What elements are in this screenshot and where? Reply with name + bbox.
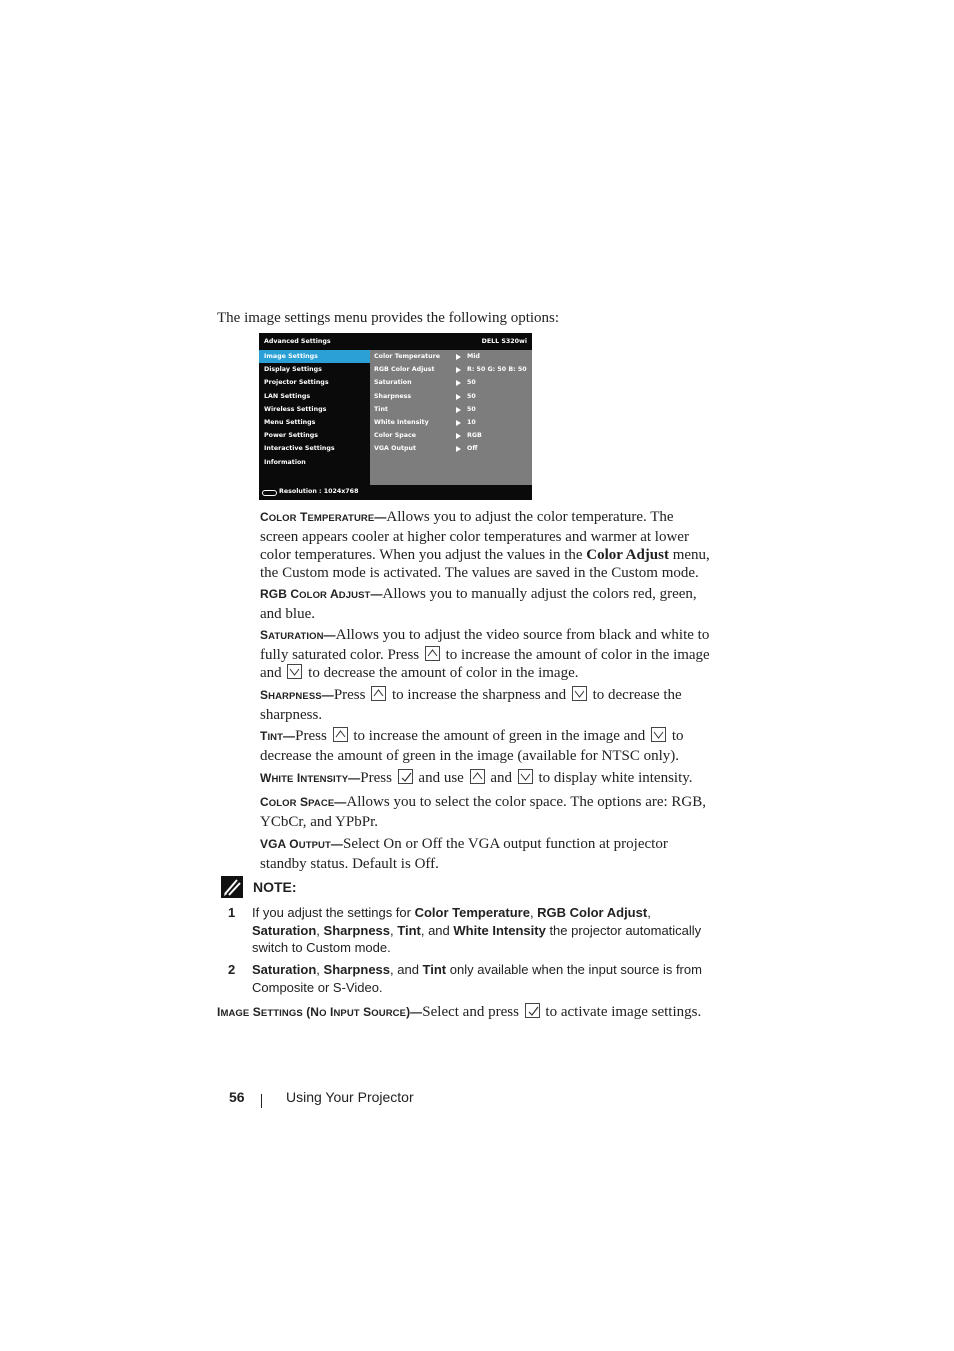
image-settings-no-input-paragraph: IMAGE SETTINGS (NO INPUT SOURCE)—Select and press to activate image settings. [217,1004,702,1020]
osd-row-value: 50 [467,392,476,400]
osd-row-name: Color Temperature [374,353,441,360]
term-white-intensity: WHITE INTENSITY— [260,771,361,785]
resolution-icon [262,490,277,496]
osd-row [370,376,532,389]
osd-row-value: RGB [467,432,482,440]
color-temperature-paragraph: COLOR TEMPERATURE—Allows you to adjust the color temperature. The screen appears cooler at higher color temperatures and warmer at lower color temperatures. When you adjust the values in the Color Adjust menu, the Custom mode is activated. The values are saved in the Custom mode. [260,509,710,581]
osd-item-lan-settings: LAN Settings [264,392,311,400]
osd-item-power-settings: Power Settings [264,432,319,440]
tint-paragraph: TINT—Press to increase the amount of green in the image and to decrease the amount of green in the image (available for NTSC only). [260,728,684,764]
osd-row-name: Sharpness [374,392,412,400]
term-image-settings-no-input: IMAGE SETTINGS (NO INPUT SOURCE)— [217,1005,423,1019]
osd-row-value: Mid [467,353,480,360]
enter-key-icon [525,1003,540,1018]
osd-right-panel [370,350,532,485]
osd-row-name: VGA Output [374,445,416,453]
osd-row [370,429,532,442]
osd-row-value: Off [467,445,478,453]
arrow-right-icon [456,407,461,413]
osd-footer [259,485,532,500]
osd-row-value: 50 [467,405,476,413]
arrow-right-icon [456,367,461,373]
osd-row-name: Tint [374,405,388,413]
enter-key-icon [398,769,413,784]
osd-item-interactive-settings: Interactive Settings [264,445,335,453]
down-key-icon [572,686,587,701]
osd-row-value: 10 [467,418,476,426]
osd-title: Advanced Settings [264,338,331,345]
osd-row [370,403,532,416]
arrow-right-icon [456,380,461,386]
note-number: 2 [228,962,236,977]
sharpness-paragraph: SHARPNESS—Press to increase the sharpness and to decrease the sharpness. [260,687,682,723]
up-key-icon [333,727,348,742]
osd-row-name: Color Space [374,432,417,440]
intro-text: The image settings menu provides the following options: [217,310,560,326]
term-tint: TINT— [260,729,296,743]
saturation-paragraph: SATURATION—Allows you to adjust the video source from black and white to fully saturated color. Press to increase the amount of color in the image and to decrease the amount of color in the image. [260,627,710,681]
term-vga-output: VGA OUTPUT— [260,837,344,851]
osd-menu-image [259,333,532,500]
color-space-paragraph: COLOR SPACE—Allows you to select the color space. The options are: RGB, YCbCr, and YPbPr. [260,794,707,830]
osd-row-name: RGB Color Adjust [374,366,435,374]
note-pencil-icon [221,876,243,903]
arrow-right-icon [456,354,461,360]
osd-row [370,442,532,455]
section-title: Using Your Projector [286,1089,414,1105]
osd-row-name: White Intensity [374,418,429,426]
page-number: 56 [229,1089,245,1105]
term-color-temperature: COLOR TEMPERATURE— [260,510,387,524]
up-key-icon [470,769,485,784]
term-sharpness: SHARPNESS— [260,688,334,702]
arrow-right-icon [456,420,461,426]
up-key-icon [425,646,440,661]
osd-item-display-settings: Display Settings [264,366,322,374]
osd-model: DELL S320wi [481,338,527,345]
rgb-color-adjust-paragraph: RGB COLOR ADJUST—Allows you to manually adjust the colors red, green, and blue. [260,586,697,622]
down-key-icon [518,769,533,784]
term-rgb-color-adjust: RGB COLOR ADJUST— [260,587,383,601]
osd-left-menu [259,350,370,485]
note-text: Saturation, Sharpness, and Tint only available when the input source is from Composite or S-Video. [252,962,702,995]
note-number: 1 [228,905,236,920]
vga-output-paragraph: VGA OUTPUT—Select On or Off the VGA output function at projector standby status. Default is Off. [260,836,668,872]
osd-row-value: 50 [467,379,476,387]
arrow-right-icon [456,433,461,439]
note-label: NOTE: [253,879,297,895]
osd-item-wireless-settings: Wireless Settings [264,405,327,413]
down-key-icon [287,664,302,679]
osd-resolution: Resolution : 1024x768 [279,488,359,495]
arrow-right-icon [456,446,461,452]
up-key-icon [371,686,386,701]
footer-divider [261,1094,262,1108]
note-text: If you adjust the settings for Color Temperature, RGB Color Adjust, Saturation, Sharpness, Tint, and White Intensity the projector automatically switch to Custom mode. [252,905,702,955]
osd-item-image-settings: Image Settings [259,350,370,363]
osd-row [370,416,532,429]
osd-row [370,350,532,363]
osd-row [370,390,532,403]
term-saturation: SATURATION— [260,628,336,642]
osd-item-menu-settings: Menu Settings [264,418,316,426]
term-color-space: COLOR SPACE— [260,795,347,809]
osd-row [370,363,532,376]
osd-item-projector-settings: Projector Settings [264,379,329,387]
down-key-icon [651,727,666,742]
arrow-right-icon [456,394,461,400]
note-item-2 [228,961,708,997]
osd-row-value: R: 50 G: 50 B: 50 [467,366,527,374]
note-item-1 [228,904,708,958]
osd-row-name: Saturation [374,379,412,387]
white-intensity-paragraph: WHITE INTENSITY—Press and use and to display white intensity. [260,770,693,786]
osd-item-information: Information [264,458,306,466]
